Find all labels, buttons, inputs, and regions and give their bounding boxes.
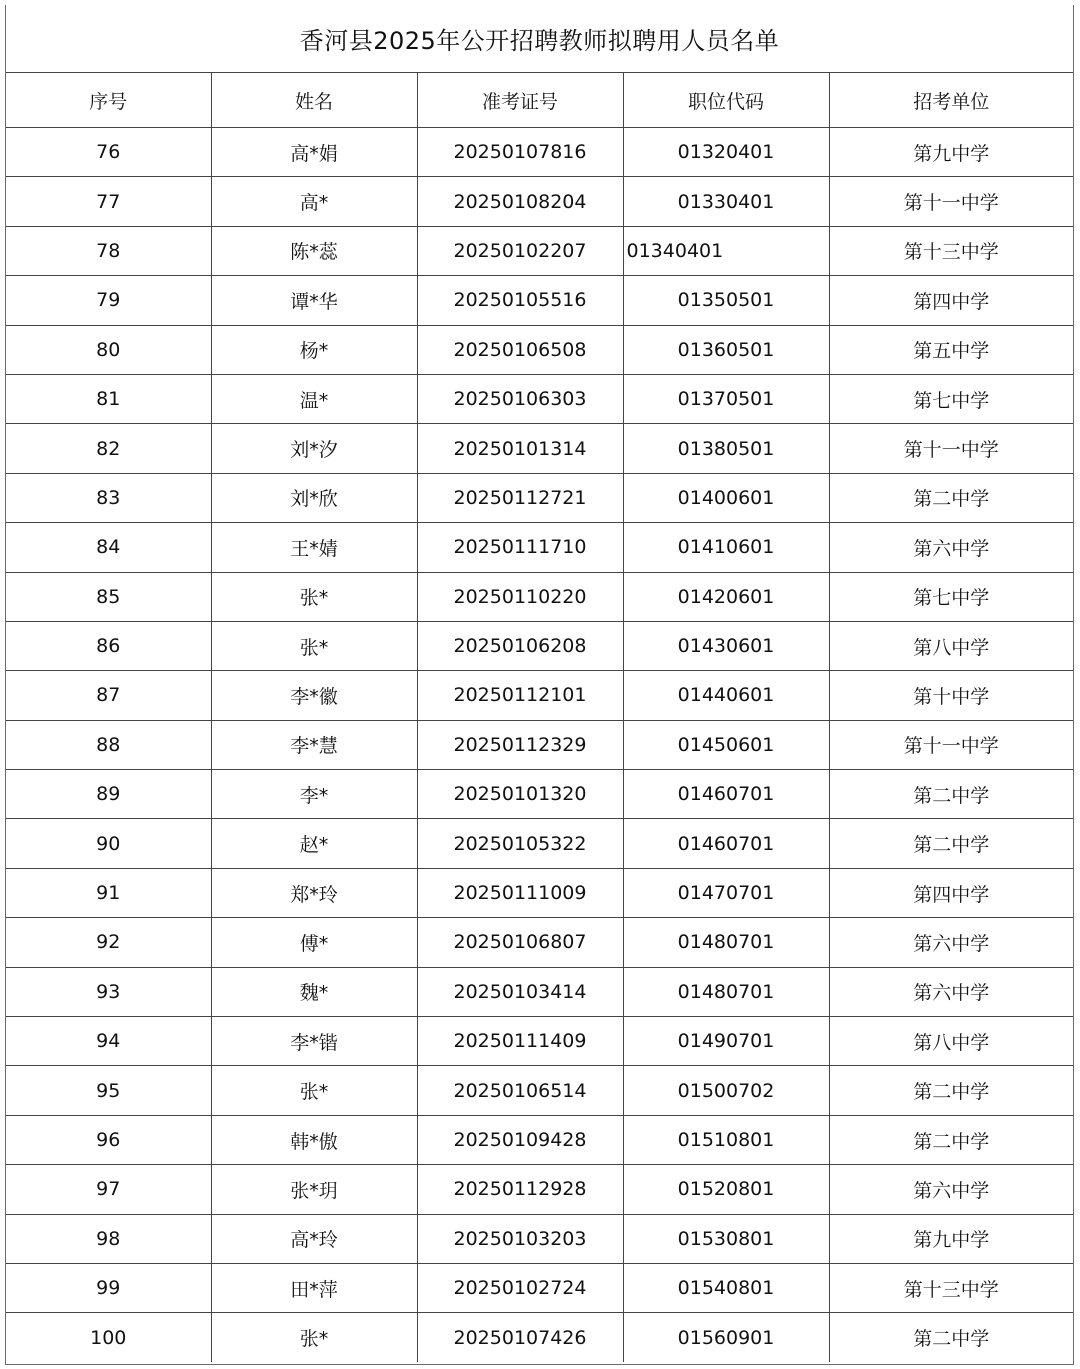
table-row bbox=[6, 720, 1073, 769]
cell-exam-id: 20250106303 bbox=[417, 374, 623, 423]
header-name: 姓名 bbox=[211, 73, 417, 128]
cell-seq: 95 bbox=[6, 1066, 211, 1115]
cell-employer: 第十一中学 bbox=[829, 720, 1073, 769]
cell-name: 赵* bbox=[211, 819, 417, 868]
cell-exam-id: 20250105322 bbox=[417, 819, 623, 868]
cell-name: 田*萍 bbox=[211, 1263, 417, 1312]
cell-position-code: 01340401 bbox=[623, 226, 829, 275]
cell-name: 王*婧 bbox=[211, 523, 417, 572]
cell-name: 张*玥 bbox=[211, 1165, 417, 1214]
cell-position-code: 01480701 bbox=[623, 918, 829, 967]
cell-name: 韩*傲 bbox=[211, 1115, 417, 1164]
cell-position-code: 01520801 bbox=[623, 1165, 829, 1214]
cell-seq: 79 bbox=[6, 276, 211, 325]
cell-seq: 87 bbox=[6, 671, 211, 720]
cell-exam-id: 20250112928 bbox=[417, 1165, 623, 1214]
cell-exam-id: 20250101320 bbox=[417, 770, 623, 819]
cell-name: 高* bbox=[211, 177, 417, 226]
cell-name: 温* bbox=[211, 374, 417, 423]
header-exam-id: 准考证号 bbox=[417, 73, 623, 128]
cell-position-code: 01400601 bbox=[623, 473, 829, 522]
header-position-code: 职位代码 bbox=[623, 73, 829, 128]
table-row bbox=[6, 918, 1073, 967]
cell-exam-id: 20250103414 bbox=[417, 967, 623, 1016]
table-row bbox=[6, 671, 1073, 720]
cell-seq: 77 bbox=[6, 177, 211, 226]
cell-seq: 86 bbox=[6, 621, 211, 670]
cell-position-code: 01360501 bbox=[623, 325, 829, 374]
cell-seq: 78 bbox=[6, 226, 211, 275]
table-row bbox=[6, 819, 1073, 868]
cell-employer: 第十中学 bbox=[829, 671, 1073, 720]
cell-position-code: 01430601 bbox=[623, 621, 829, 670]
cell-position-code: 01460701 bbox=[623, 770, 829, 819]
roster-sheet bbox=[5, 5, 1074, 1365]
cell-name: 魏* bbox=[211, 967, 417, 1016]
table-row bbox=[6, 967, 1073, 1016]
header-seq: 序号 bbox=[6, 73, 211, 128]
cell-employer: 第八中学 bbox=[829, 621, 1073, 670]
cell-exam-id: 20250107426 bbox=[417, 1313, 623, 1362]
table-row bbox=[6, 128, 1073, 177]
cell-seq: 85 bbox=[6, 572, 211, 621]
cell-seq: 80 bbox=[6, 325, 211, 374]
cell-seq: 81 bbox=[6, 374, 211, 423]
cell-seq: 76 bbox=[6, 128, 211, 177]
cell-exam-id: 20250110220 bbox=[417, 572, 623, 621]
cell-employer: 第九中学 bbox=[829, 128, 1073, 177]
cell-position-code: 01500702 bbox=[623, 1066, 829, 1115]
cell-employer: 第五中学 bbox=[829, 325, 1073, 374]
header-employer: 招考单位 bbox=[829, 73, 1073, 128]
cell-employer: 第十一中学 bbox=[829, 424, 1073, 473]
table-row bbox=[6, 868, 1073, 917]
cell-name: 张* bbox=[211, 572, 417, 621]
cell-position-code: 01480701 bbox=[623, 967, 829, 1016]
cell-seq: 99 bbox=[6, 1263, 211, 1312]
cell-position-code: 01540801 bbox=[623, 1263, 829, 1312]
cell-seq: 91 bbox=[6, 868, 211, 917]
cell-position-code: 01510801 bbox=[623, 1115, 829, 1164]
cell-position-code: 01460701 bbox=[623, 819, 829, 868]
cell-position-code: 01530801 bbox=[623, 1214, 829, 1263]
cell-name: 张* bbox=[211, 621, 417, 670]
cell-employer: 第二中学 bbox=[829, 473, 1073, 522]
cell-seq: 83 bbox=[6, 473, 211, 522]
cell-employer: 第九中学 bbox=[829, 1214, 1073, 1263]
cell-employer: 第六中学 bbox=[829, 918, 1073, 967]
cell-name: 刘*汐 bbox=[211, 424, 417, 473]
cell-exam-id: 20250111409 bbox=[417, 1017, 623, 1066]
cell-position-code: 01330401 bbox=[623, 177, 829, 226]
cell-name: 陈*蕊 bbox=[211, 226, 417, 275]
table-row bbox=[6, 770, 1073, 819]
cell-seq: 97 bbox=[6, 1165, 211, 1214]
table-row bbox=[6, 1115, 1073, 1164]
cell-position-code: 01450601 bbox=[623, 720, 829, 769]
table-row bbox=[6, 1165, 1073, 1214]
cell-name: 高*娟 bbox=[211, 128, 417, 177]
cell-position-code: 01560901 bbox=[623, 1313, 829, 1362]
cell-position-code: 01320401 bbox=[623, 128, 829, 177]
cell-exam-id: 20250105516 bbox=[417, 276, 623, 325]
cell-seq: 94 bbox=[6, 1017, 211, 1066]
cell-position-code: 01490701 bbox=[623, 1017, 829, 1066]
cell-name: 郑*玲 bbox=[211, 868, 417, 917]
roster-table bbox=[6, 73, 1073, 1362]
cell-exam-id: 20250106508 bbox=[417, 325, 623, 374]
cell-seq: 89 bbox=[6, 770, 211, 819]
cell-exam-id: 20250112101 bbox=[417, 671, 623, 720]
roster-body bbox=[6, 128, 1073, 1362]
cell-employer: 第四中学 bbox=[829, 868, 1073, 917]
cell-exam-id: 20250106807 bbox=[417, 918, 623, 967]
cell-position-code: 01420601 bbox=[623, 572, 829, 621]
header-row bbox=[6, 73, 1073, 128]
cell-employer: 第二中学 bbox=[829, 1115, 1073, 1164]
cell-seq: 92 bbox=[6, 918, 211, 967]
cell-name: 杨* bbox=[211, 325, 417, 374]
table-row bbox=[6, 1214, 1073, 1263]
cell-exam-id: 20250107816 bbox=[417, 128, 623, 177]
cell-exam-id: 20250106514 bbox=[417, 1066, 623, 1115]
cell-name: 李*锴 bbox=[211, 1017, 417, 1066]
table-row bbox=[6, 1066, 1073, 1115]
cell-exam-id: 20250103203 bbox=[417, 1214, 623, 1263]
cell-seq: 96 bbox=[6, 1115, 211, 1164]
cell-exam-id: 20250108204 bbox=[417, 177, 623, 226]
table-row bbox=[6, 572, 1073, 621]
cell-employer: 第六中学 bbox=[829, 967, 1073, 1016]
table-row bbox=[6, 325, 1073, 374]
cell-employer: 第七中学 bbox=[829, 374, 1073, 423]
cell-employer: 第八中学 bbox=[829, 1017, 1073, 1066]
table-row bbox=[6, 177, 1073, 226]
cell-name: 李*慧 bbox=[211, 720, 417, 769]
table-row bbox=[6, 374, 1073, 423]
cell-exam-id: 20250111710 bbox=[417, 523, 623, 572]
cell-name: 高*玲 bbox=[211, 1214, 417, 1263]
cell-position-code: 01350501 bbox=[623, 276, 829, 325]
cell-employer: 第十三中学 bbox=[829, 1263, 1073, 1312]
cell-employer: 第七中学 bbox=[829, 572, 1073, 621]
cell-name: 张* bbox=[211, 1313, 417, 1362]
cell-exam-id: 20250102724 bbox=[417, 1263, 623, 1312]
cell-seq: 93 bbox=[6, 967, 211, 1016]
cell-seq: 98 bbox=[6, 1214, 211, 1263]
cell-employer: 第十三中学 bbox=[829, 226, 1073, 275]
cell-name: 傅* bbox=[211, 918, 417, 967]
cell-seq: 82 bbox=[6, 424, 211, 473]
cell-employer: 第二中学 bbox=[829, 1066, 1073, 1115]
cell-exam-id: 20250106208 bbox=[417, 621, 623, 670]
cell-exam-id: 20250109428 bbox=[417, 1115, 623, 1164]
cell-employer: 第六中学 bbox=[829, 1165, 1073, 1214]
cell-name: 谭*华 bbox=[211, 276, 417, 325]
cell-employer: 第二中学 bbox=[829, 770, 1073, 819]
table-row bbox=[6, 1263, 1073, 1312]
table-row bbox=[6, 473, 1073, 522]
cell-employer: 第十一中学 bbox=[829, 177, 1073, 226]
table-row bbox=[6, 226, 1073, 275]
cell-position-code: 01380501 bbox=[623, 424, 829, 473]
cell-seq: 100 bbox=[6, 1313, 211, 1362]
cell-name: 张* bbox=[211, 1066, 417, 1115]
cell-position-code: 01470701 bbox=[623, 868, 829, 917]
document-title: 香河县2025年公开招聘教师拟聘用人员名单 bbox=[6, 5, 1073, 73]
cell-name: 刘*欣 bbox=[211, 473, 417, 522]
cell-position-code: 01370501 bbox=[623, 374, 829, 423]
cell-seq: 84 bbox=[6, 523, 211, 572]
table-row bbox=[6, 424, 1073, 473]
cell-name: 李* bbox=[211, 770, 417, 819]
cell-employer: 第二中学 bbox=[829, 819, 1073, 868]
table-row bbox=[6, 1017, 1073, 1066]
cell-seq: 90 bbox=[6, 819, 211, 868]
table-row bbox=[6, 276, 1073, 325]
table-row bbox=[6, 1313, 1073, 1362]
cell-position-code: 01410601 bbox=[623, 523, 829, 572]
cell-exam-id: 20250112721 bbox=[417, 473, 623, 522]
cell-employer: 第六中学 bbox=[829, 523, 1073, 572]
table-row bbox=[6, 621, 1073, 670]
cell-position-code: 01440601 bbox=[623, 671, 829, 720]
cell-employer: 第四中学 bbox=[829, 276, 1073, 325]
table-row bbox=[6, 523, 1073, 572]
cell-employer: 第二中学 bbox=[913, 1328, 990, 1351]
cell-exam-id: 20250101314 bbox=[417, 424, 623, 473]
cell-exam-id: 20250112329 bbox=[417, 720, 623, 769]
cell-seq: 88 bbox=[6, 720, 211, 769]
cell-name: 李*徽 bbox=[211, 671, 417, 720]
cell-exam-id: 20250102207 bbox=[417, 226, 623, 275]
cell-exam-id: 20250111009 bbox=[417, 868, 623, 917]
